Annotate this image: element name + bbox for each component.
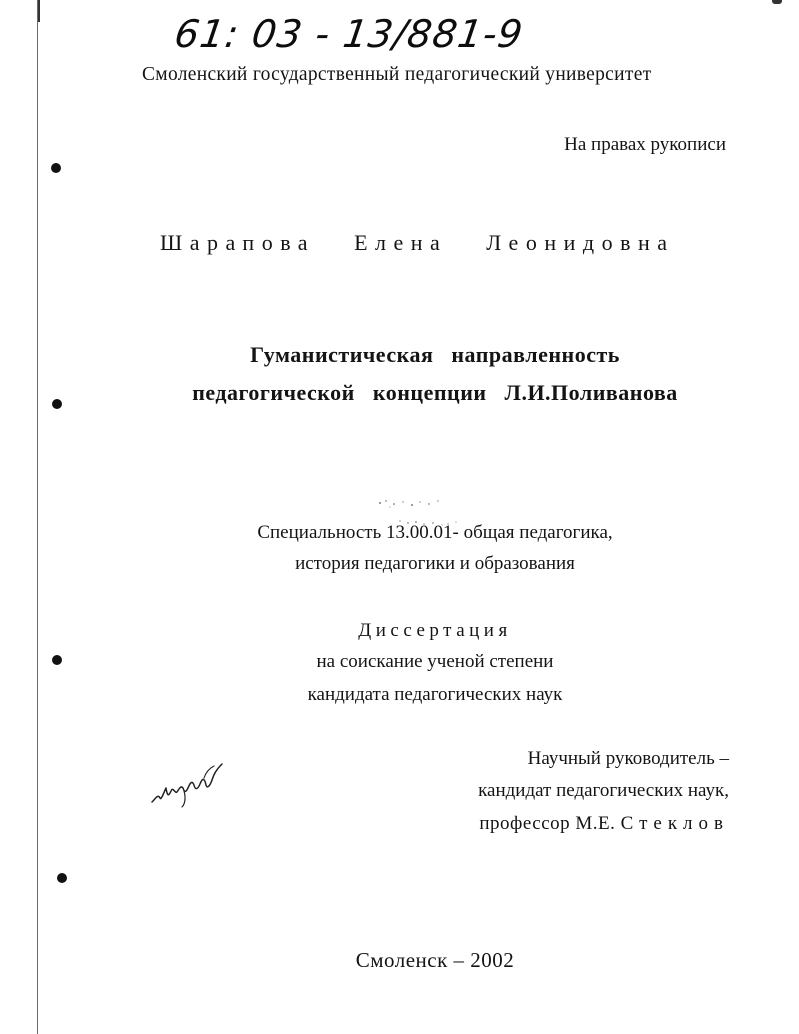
- archive-code-handwritten: 61: 03 - 13/881-9: [171, 12, 527, 56]
- specialty-line-1: Специальность 13.00.01- общая педагогика,: [257, 522, 613, 543]
- supervisor-line-2: кандидат педагогических наук,: [478, 780, 729, 801]
- corner-mark: [772, 0, 782, 4]
- dissertation-degree-line-2: кандидата педагогических наук: [307, 684, 563, 705]
- supervisor-title-initials: профессор М.Е.: [479, 813, 616, 834]
- thesis-title-line-2: педагогической концепции Л.И.Поливанова: [192, 380, 678, 405]
- binding-tick-mark: [38, 0, 40, 22]
- supervisor-surname: Стеклов: [620, 813, 729, 834]
- supervisor-line-3: [479, 813, 729, 835]
- manuscript-rights-note: На правах рукописи: [564, 134, 726, 155]
- binding-margin-line: [37, 0, 38, 1034]
- handwritten-signature: [148, 758, 228, 810]
- thesis-title-line-1: Гуманистическая направленность: [250, 342, 620, 367]
- dissertation-degree-line-1: на соискание ученой степени: [316, 651, 554, 672]
- university-name: Смоленский государственный педагогический университет: [142, 64, 652, 85]
- author-name: Шарапова Елена Леонидовна: [160, 230, 675, 255]
- dissertation-label: Диссертация: [358, 620, 512, 641]
- punch-hole-mark: [51, 163, 61, 173]
- supervisor-line-1: Научный руководитель –: [527, 748, 729, 769]
- city-year: Смоленск – 2002: [355, 948, 515, 972]
- punch-hole-mark: [57, 873, 67, 883]
- specialty-line-2: история педагогики и образования: [295, 553, 575, 574]
